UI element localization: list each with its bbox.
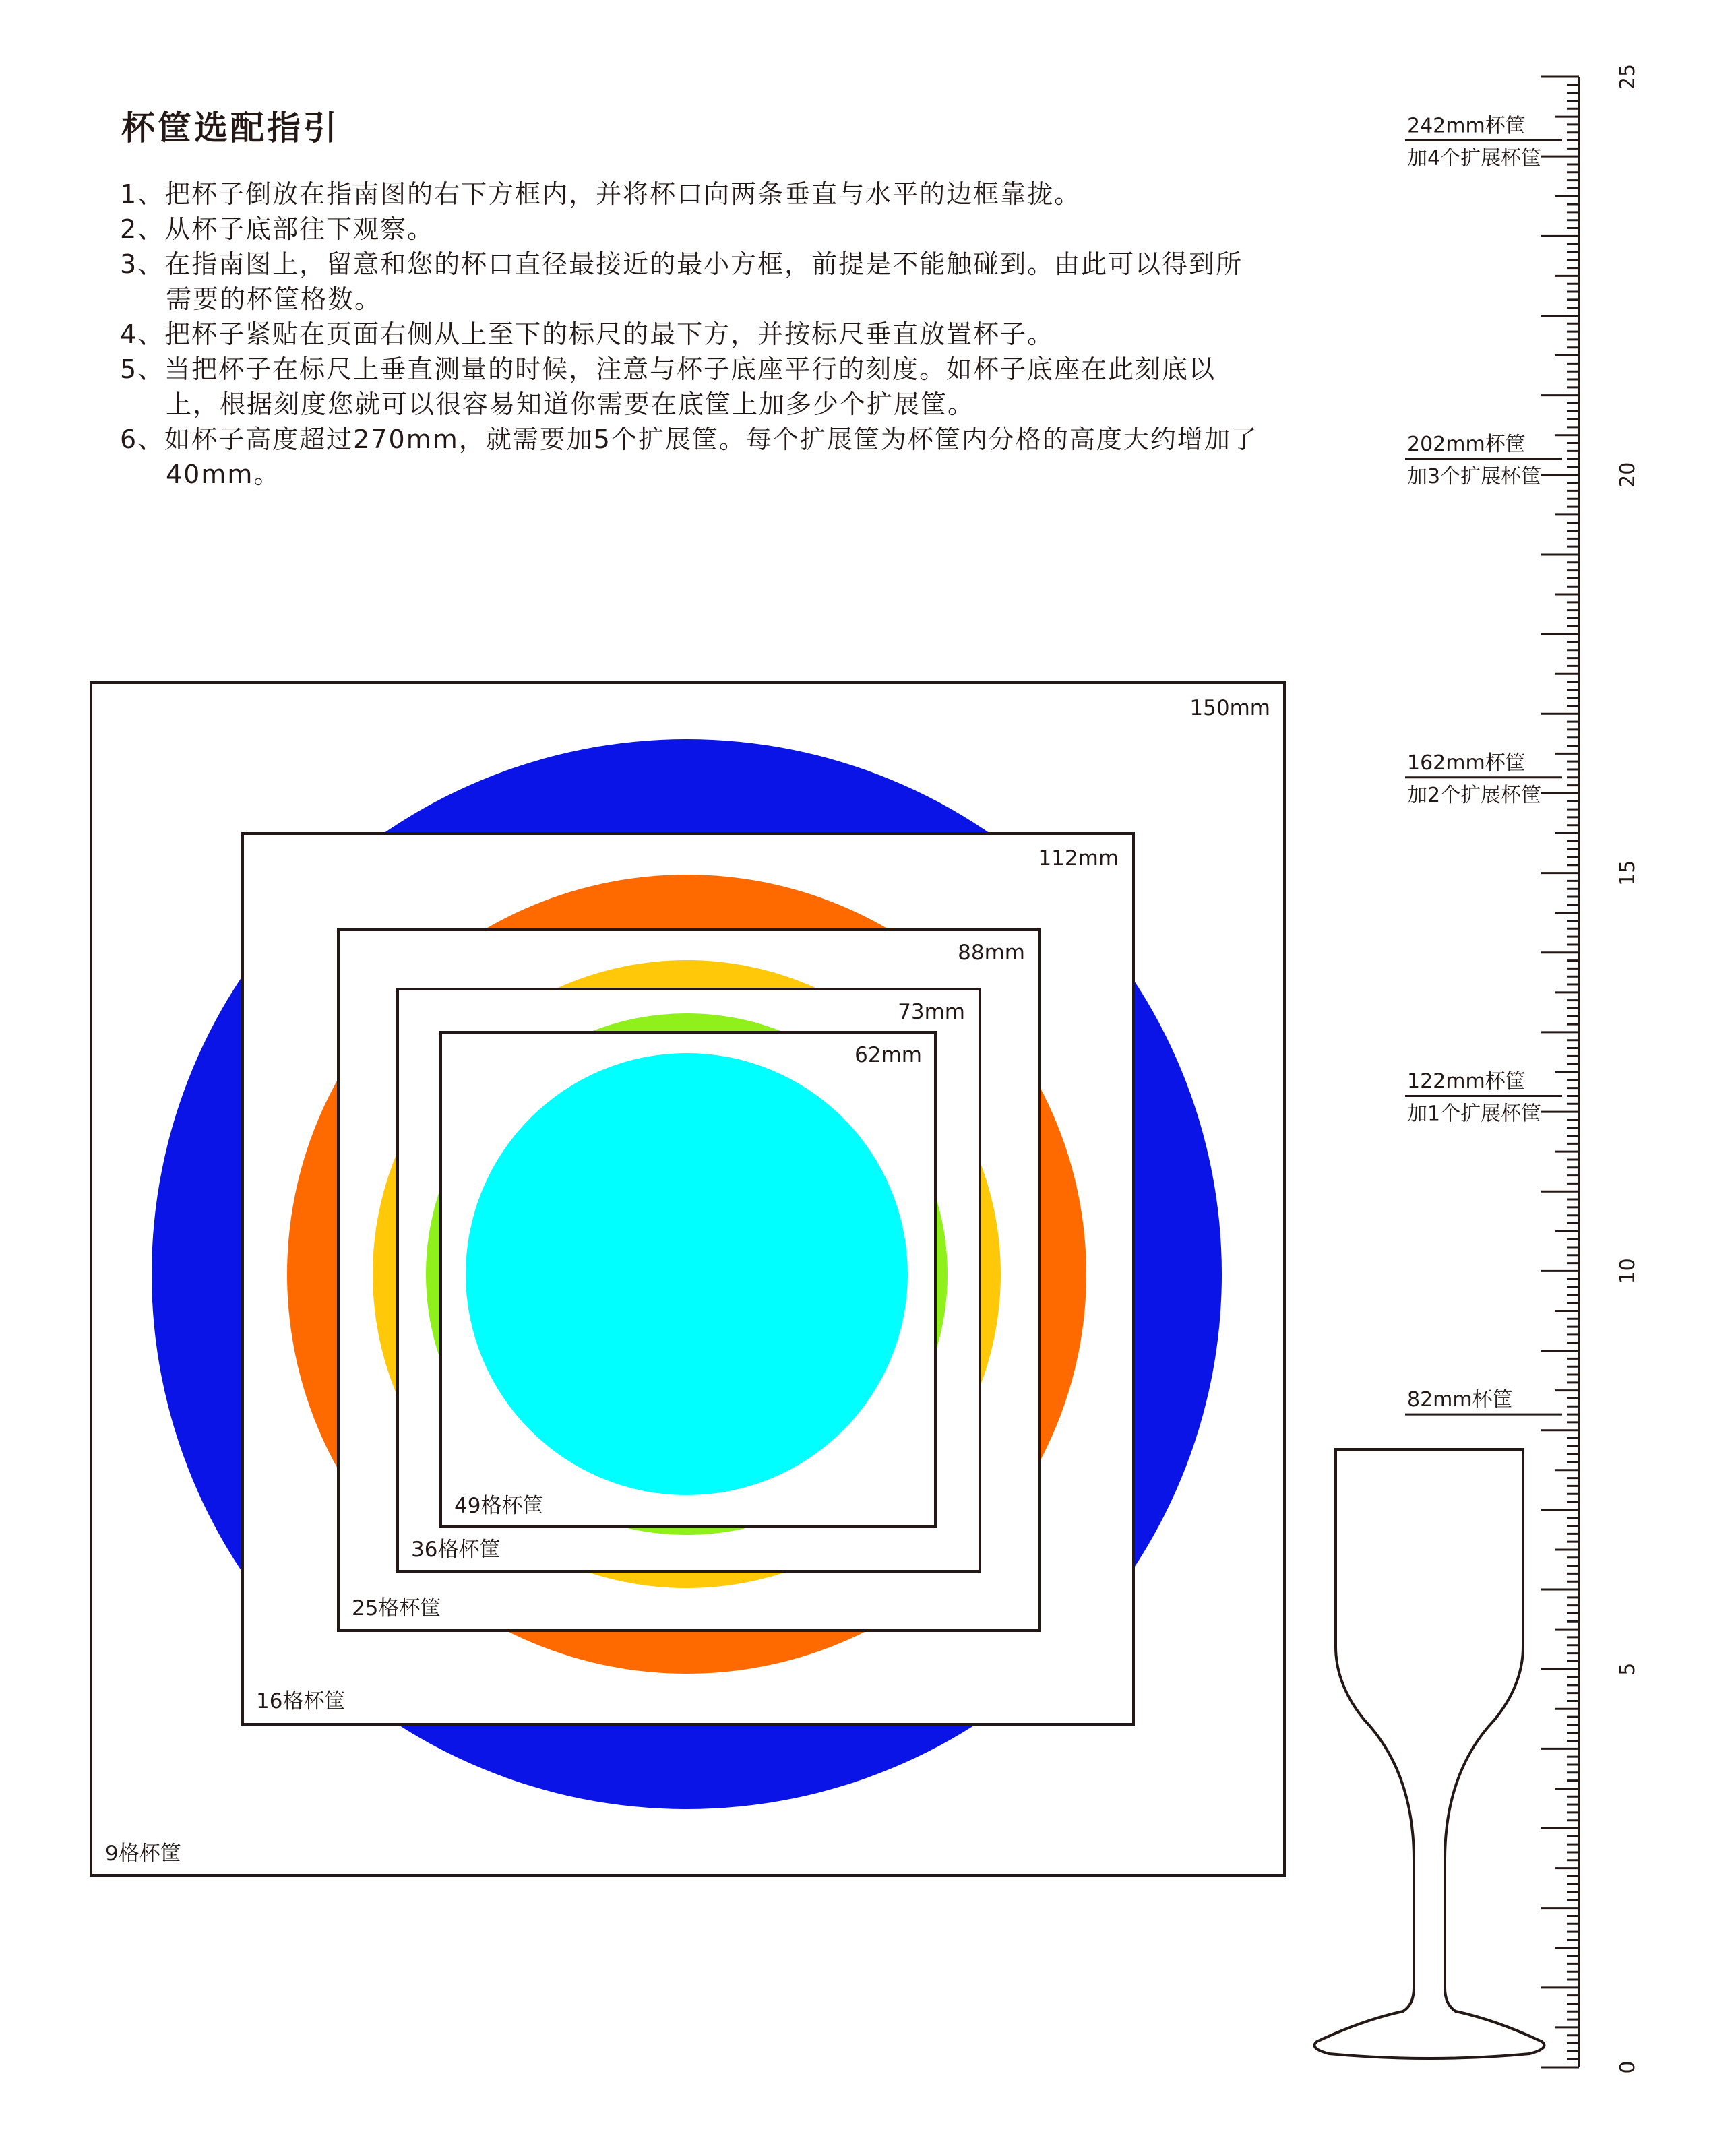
ruler-major-label: 0	[1616, 2060, 1640, 2074]
ruler-mark-label: 202mm杯筐	[1407, 433, 1526, 457]
instruction-4: 4、把杯子紧贴在页面右侧从上至下的标尺的最下方，并按标尺垂直放置杯子。	[120, 319, 1055, 349]
box-size-label-150: 150mm	[1189, 696, 1270, 720]
ruler-mark-extension: 加1个扩展杯筐	[1407, 1102, 1542, 1126]
box-rack-label-73: 36格杯筐	[411, 1538, 501, 1562]
box-size-label-112: 112mm	[1038, 846, 1119, 871]
instruction-1: 1、把杯子倒放在指南图的右下方框内，并将杯口向两条垂直与水平的边框靠拢。	[120, 179, 1082, 209]
instruction-5: 5、当把杯子在标尺上垂直测量的时候，注意与杯子底座平行的刻度。如杯子底座在此刻底以上，根据刻度您就可以很容易知道你需要在底筐上加多少个扩展筐。	[120, 354, 1216, 419]
instruction-2: 2、从杯子底部往下观察。	[120, 214, 435, 244]
box-rack-label-62: 49格杯筐	[454, 1494, 544, 1518]
ruler-mark-label: 82mm杯筐	[1407, 1388, 1513, 1412]
ruler-mark-label: 242mm杯筐	[1407, 114, 1526, 138]
ruler-major-labels	[1616, 64, 1640, 2074]
ruler-major-label: 20	[1616, 462, 1640, 488]
box-size-label-73: 73mm	[898, 1000, 965, 1024]
ruler-mark-label: 162mm杯筐	[1407, 751, 1526, 775]
ruler-major-label: 25	[1616, 63, 1640, 90]
ruler-major-label: 15	[1616, 860, 1640, 886]
ruler-mark-label: 122mm杯筐	[1407, 1069, 1526, 1094]
ruler-major-label: 5	[1616, 1662, 1640, 1676]
instruction-3: 3、在指南图上，留意和您的杯口直径最接近的最小方框，前提是不能触碰到。由此可以得到所需要的杯筐格数。	[120, 249, 1243, 314]
ruler-mark-extension: 加2个扩展杯筐	[1407, 783, 1542, 807]
ruler-mark-extension: 加4个扩展杯筐	[1407, 146, 1542, 170]
box-rack-label-88: 25格杯筐	[352, 1596, 441, 1620]
ruler-mark-extension: 加3个扩展杯筐	[1407, 465, 1542, 489]
ruler-ticks	[1541, 77, 1579, 2067]
page-title: 杯筐选配指引	[121, 108, 340, 148]
box-size-label-88: 88mm	[958, 941, 1025, 965]
box-size-label-62: 62mm	[855, 1043, 922, 1067]
instruction-6: 6、如杯子高度超过270mm，就需要加5个扩展筐。每个扩展筐为杯筐内分格的高度大约增加了40mm。	[120, 424, 1258, 489]
box-rack-label-112: 16格杯筐	[256, 1689, 346, 1713]
ruler-marks	[1405, 115, 1562, 1415]
wine-glass-icon	[1315, 1449, 1545, 2058]
ruler-major-label: 10	[1616, 1258, 1640, 1284]
box-rack-label-150: 9格杯筐	[105, 1841, 181, 1866]
